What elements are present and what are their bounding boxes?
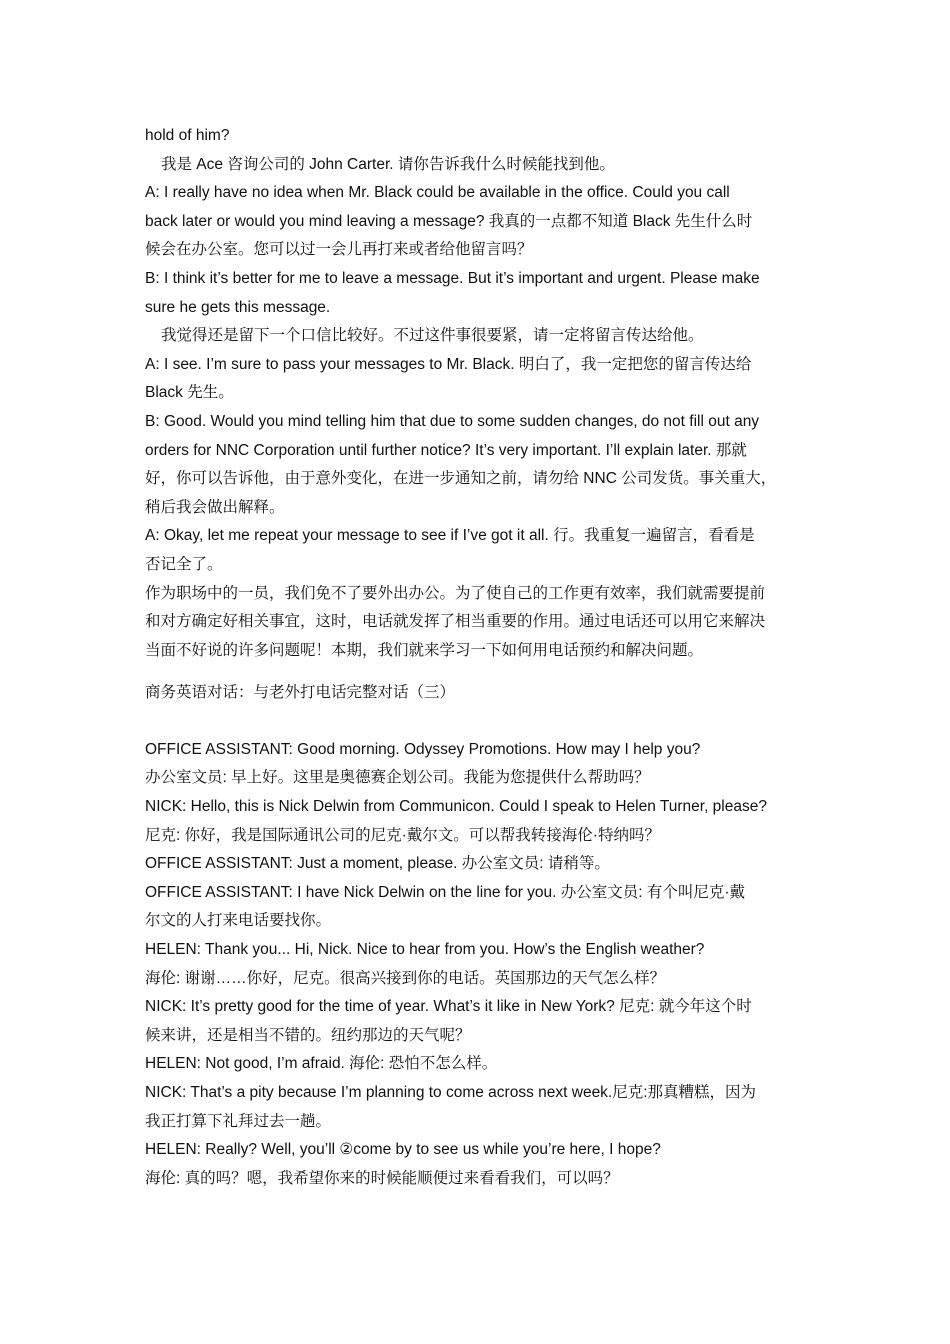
dialogue-line: HELEN: Not good, I’m afraid. 海伦: 恐怕不怎么样。 xyxy=(145,1055,498,1073)
text-line: 和对方确定好相关事宜，这时，电话就发挥了相当重要的作用。通过电话还可以用它来解决 xyxy=(145,613,766,631)
dialogue-line: NICK: It’s pretty good for the time of year. What’s it like in New York? 尼克: 就今年这个时 xyxy=(145,998,752,1016)
text-line: B: Good. Would you mind telling him that due to some sudden changes, do not fill out any xyxy=(145,412,760,430)
dialogue-line: OFFICE ASSISTANT: Good morning. Odyssey Promotions. How may I help you? xyxy=(145,740,701,758)
text-line: orders for NNC Corporation until further notice? It’s very important. I’ll explain later. 那就 xyxy=(145,441,747,459)
text-line: back later or would you mind leaving a message? 我真的一点都不知道 Black 先生什么时 xyxy=(145,212,753,230)
text-line: 稍后我会做出解释。 xyxy=(145,498,285,516)
dialogue-line: HELEN: Thank you... Hi, Nick. Nice to hear from you. How’s the English weather? xyxy=(145,941,705,959)
text-line: 否记全了。 xyxy=(145,555,223,573)
dialogue-line: 我正打算下礼拜过去一趟。 xyxy=(145,1112,332,1130)
text-line: 我觉得还是留下一个口信比较好。不过这件事很要紧，请一定将留言传达给他。 xyxy=(161,327,704,345)
document-body xyxy=(145,122,825,1193)
text-line: Black 先生。 xyxy=(145,384,234,402)
dialogue-line: 海伦: 谢谢……你好，尼克。很高兴接到你的电话。英国那边的天气怎么样？ xyxy=(145,969,666,987)
text-line: 好，你可以告诉他，由于意外变化，在进一步通知之前，请勿给 NNC 公司发货。事关重大， xyxy=(145,470,777,488)
dialogue-line: OFFICE ASSISTANT: Just a moment, please. 办公室文员: 请稍等。 xyxy=(145,855,610,873)
text-line: 作为职场中的一员，我们免不了要外出办公。为了使自己的工作更有效率，我们就需要提前 xyxy=(145,584,766,602)
dialogue-line: HELEN: Really? Well, you’ll ②come by to see us while you’re here, I hope? xyxy=(145,1141,661,1159)
section-title: 商务英语对话：与老外打电话完整对话（三） xyxy=(145,684,456,702)
text-line: B: I think it’s better for me to leave a message. But it’s important and urgent. Please make xyxy=(145,269,760,287)
dialogue-line: 海伦: 真的吗？嗯，我希望你来的时候能顺便过来看看我们，可以吗？ xyxy=(145,1169,619,1187)
dialogue-line: NICK: That’s a pity because I’m planning to come across next week.尼克:那真糟糕，因为 xyxy=(145,1084,757,1101)
text-line: 当面不好说的许多问题呢！本期，我们就来学习一下如何用电话预约和解决问题。 xyxy=(145,641,704,659)
dialogue-line: OFFICE ASSISTANT: I have Nick Delwin on the line for you. 办公室文员: 有个叫尼克·戴 xyxy=(145,883,746,901)
spacer xyxy=(145,708,825,736)
text-line: hold of him? xyxy=(145,127,230,144)
text-line: A: I see. I’m sure to pass your messages to Mr. Black. 明白了，我一定把您的留言传达给 xyxy=(145,355,752,373)
text-line: sure he gets this message. xyxy=(145,298,331,316)
text-line: 候会在办公室。您可以过一会儿再打来或者给他留言吗？ xyxy=(145,241,533,259)
dialogue-line: 尼克: 你好，我是国际通讯公司的尼克·戴尔文。可以帮我转接海伦·特纳吗？ xyxy=(145,826,660,844)
dialogue-line: 办公室文员: 早上好。这里是奥德赛企划公司。我能为您提供什么帮助吗？ xyxy=(145,769,650,787)
text-line: A: I really have no idea when Mr. Black could be available in the office. Could you call xyxy=(145,184,730,202)
dialogue-line: 候来讲，还是相当不错的。纽约那边的天气呢？ xyxy=(145,1026,471,1044)
dialogue-line: 尔文的人打来电话要找你。 xyxy=(145,912,332,930)
spacer xyxy=(145,665,825,679)
dialogue-line: NICK: Hello, this is Nick Delwin from Communicon. Could I speak to Helen Turner, please? xyxy=(145,798,767,816)
text-line: A: Okay, let me repeat your message to see if I’ve got it all. 行。我重复一遍留言，看看是 xyxy=(145,527,755,545)
text-line: 我是 Ace 咨询公司的 John Carter. 请你告诉我什么时候能找到他。 xyxy=(161,155,615,173)
